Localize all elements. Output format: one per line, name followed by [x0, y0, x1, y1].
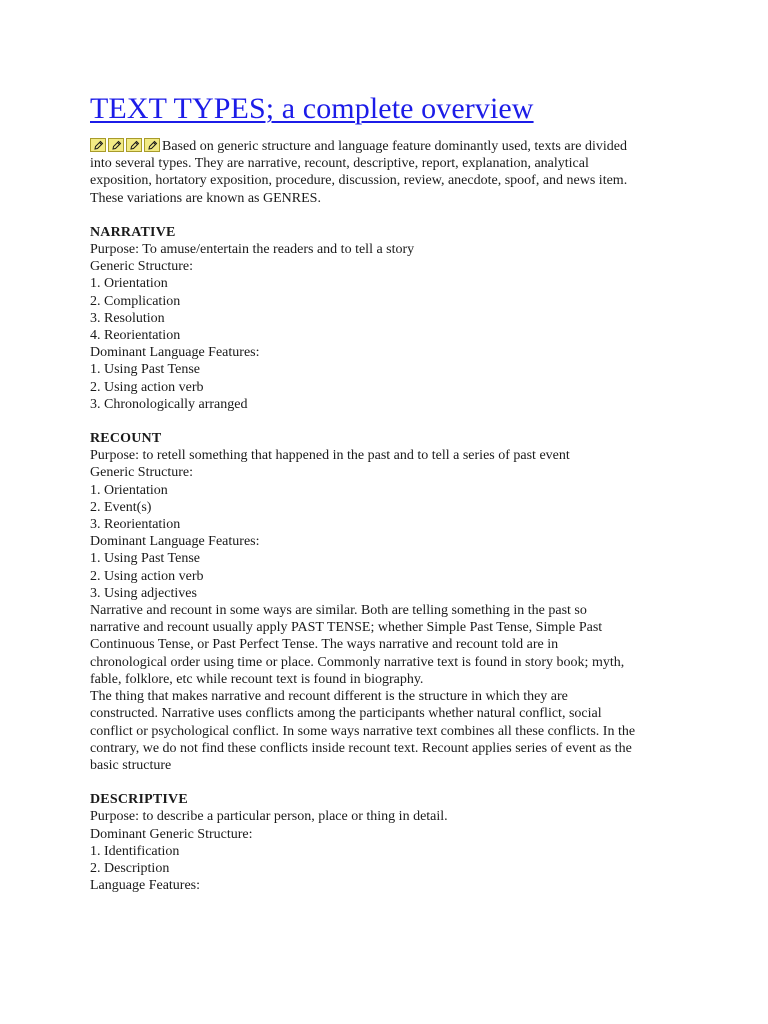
section-line: Continuous Tense, or Past Perfect Tense. The ways narrative and recount told are in — [90, 637, 559, 653]
pencil-box-icon — [108, 138, 124, 152]
pencil-box-icon — [90, 138, 106, 152]
section-line: 1. Orientation — [90, 276, 168, 292]
section-line: narrative and recount usually apply PAST TENSE; whether Simple Past Tense, Simple Past — [90, 620, 603, 636]
section-line: fable, folklore, etc while recount text is found in biography. — [90, 671, 424, 687]
section-line: 1. Using Past Tense — [90, 362, 200, 378]
section-line: Dominant Generic Structure: — [90, 826, 253, 842]
section-line: 2. Event(s) — [90, 499, 152, 515]
pencil-box-icon — [126, 138, 142, 152]
section-line: Dominant Language Features: — [90, 345, 260, 361]
section-line: 3. Resolution — [90, 310, 165, 326]
section-line: 1. Identification — [90, 843, 180, 859]
section-line: Purpose: to describe a particular person, place or thing in detail. — [90, 809, 448, 825]
section-line: 3. Using adjectives — [90, 585, 197, 601]
section-line: contrary, we do not find these conflicts inside recount text. Recount applies series of event as the — [90, 740, 632, 756]
section-narrative — [90, 224, 688, 413]
section-recount — [90, 430, 688, 774]
pencil-box-icon — [144, 138, 160, 152]
section-line: 2. Using action verb — [90, 568, 204, 584]
section-line: 1. Orientation — [90, 482, 168, 498]
section-line: Generic Structure: — [90, 465, 194, 481]
section-line: 2. Complication — [90, 293, 181, 309]
section-descriptive — [90, 791, 688, 894]
section-line: basic structure — [90, 757, 172, 773]
section-line: 2. Using action verb — [90, 379, 204, 395]
section-heading: DESCRIPTIVE — [90, 792, 188, 808]
section-line: 2. Description — [90, 860, 170, 876]
section-line: 4. Reorientation — [90, 328, 181, 344]
section-line: chronological order using time or place. Commonly narrative text is found in story book; myth, — [90, 654, 625, 670]
section-line: The thing that makes narrative and recount different is the structure in which they are — [90, 689, 568, 705]
section-line: conflict or psychological conflict. In some ways narrative text combines all these conflicts. In the — [90, 723, 636, 739]
section-line: Dominant Language Features: — [90, 534, 260, 550]
section-line: Purpose: To amuse/entertain the readers and to tell a story — [90, 242, 415, 258]
intro-paragraph — [90, 138, 688, 207]
document-title[interactable]: TEXT TYPES; a complete overview — [90, 92, 534, 125]
sections-container — [90, 224, 688, 895]
section-line: 3. Reorientation — [90, 517, 181, 533]
section-line: 3. Chronologically arranged — [90, 396, 248, 412]
section-line: Language Features: — [90, 878, 201, 894]
section-heading: NARRATIVE — [90, 224, 176, 240]
section-line: Generic Structure: — [90, 259, 194, 275]
intro-icons — [90, 138, 160, 152]
section-line: 1. Using Past Tense — [90, 551, 200, 567]
intro-text: Based on generic structure and language feature dominantly used, texts are divided into several types. They are narrative, recount, descriptive, report, explanation, analytical exposition, hortatory exposition, procedure, discussion, review, anecdote, spoof, and news item. These variations are known as GENRES. — [90, 139, 628, 206]
section-heading: RECOUNT — [90, 431, 162, 447]
section-line: Narrative and recount in some ways are similar. Both are telling something in the past so — [90, 603, 587, 619]
section-line: Purpose: to retell something that happened in the past and to tell a series of past event — [90, 448, 570, 464]
section-line: constructed. Narrative uses conflicts among the participants whether natural conflict, social — [90, 706, 602, 722]
